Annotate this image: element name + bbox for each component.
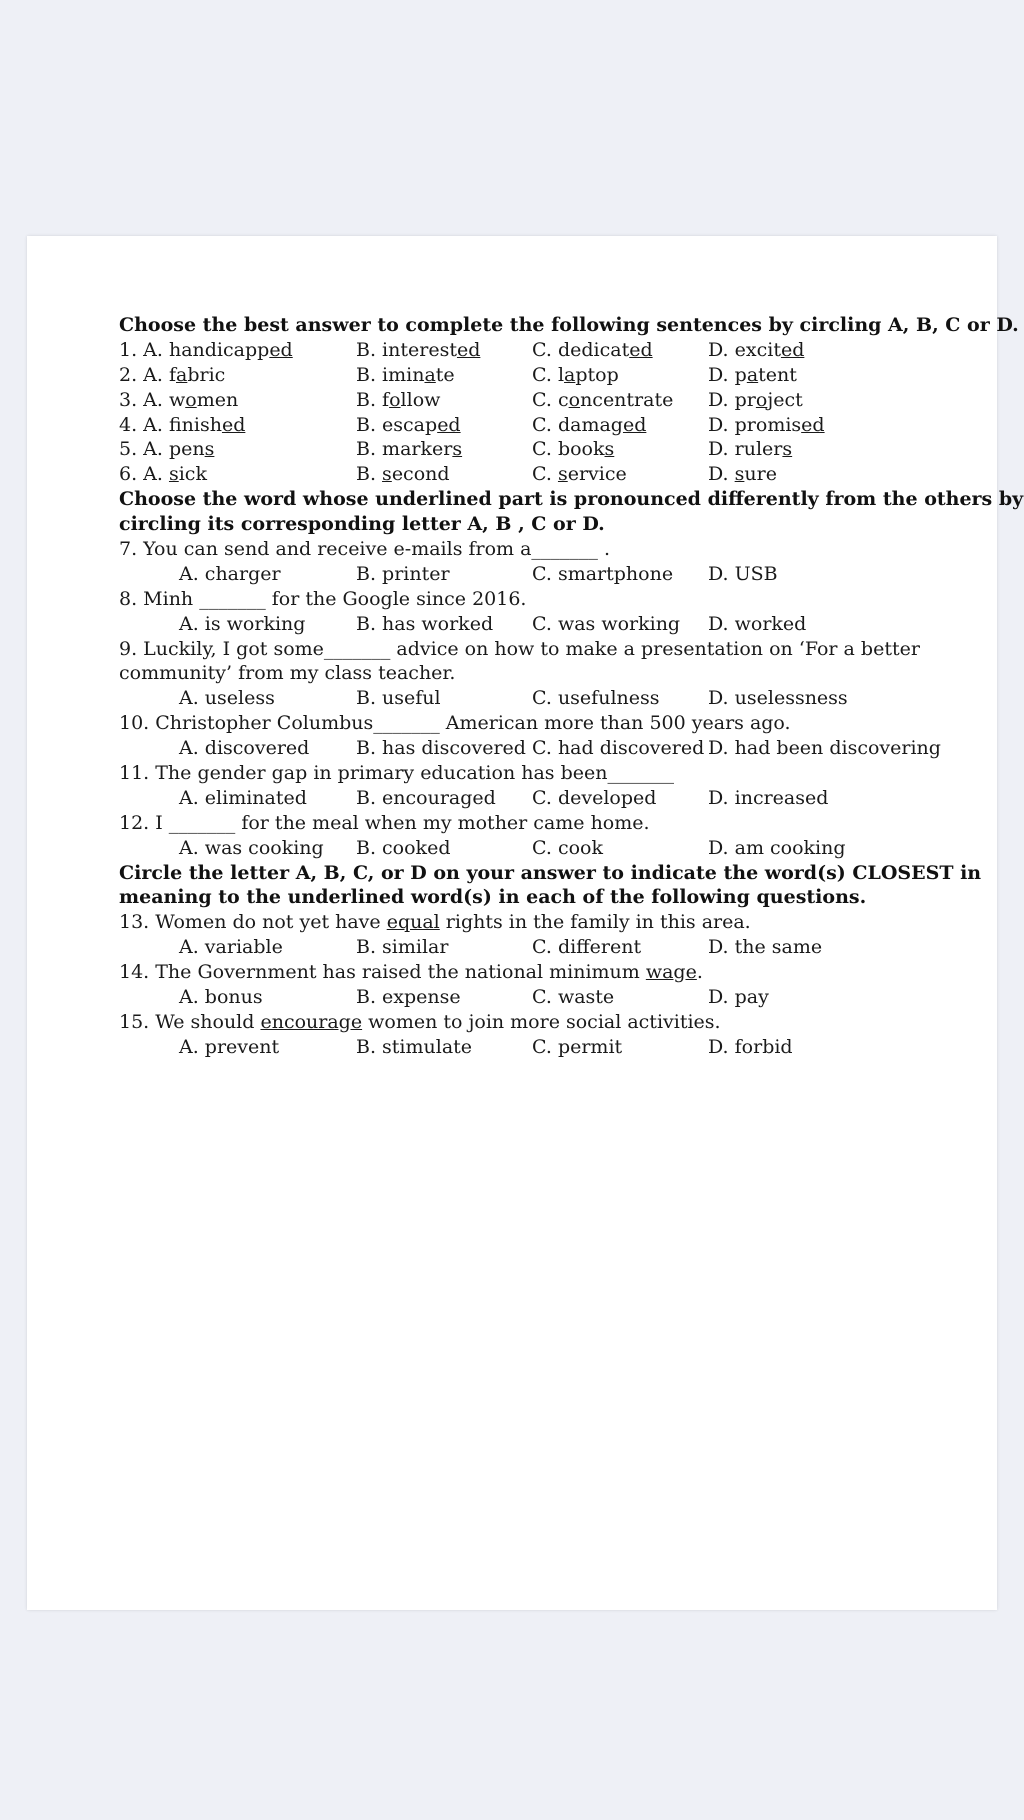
option-c[interactable]: C. developed bbox=[532, 786, 657, 809]
option-b[interactable]: B. similar bbox=[356, 936, 449, 959]
section3-heading-line2: meaning to the underlined word(s) in each of the following questions. bbox=[119, 886, 867, 909]
option-a[interactable]: 5. A. pens bbox=[119, 438, 215, 461]
option-b[interactable]: B. interested bbox=[356, 338, 481, 361]
question-11-options bbox=[119, 786, 989, 811]
option-b[interactable]: B. stimulate bbox=[356, 1035, 473, 1058]
option-b[interactable]: B. cooked bbox=[356, 836, 451, 859]
option-d[interactable]: D. project bbox=[708, 388, 803, 411]
option-d[interactable]: D. worked bbox=[708, 612, 807, 635]
question-row-5 bbox=[119, 437, 989, 462]
option-a[interactable]: A. was cooking bbox=[179, 836, 324, 859]
option-a[interactable]: A. eliminated bbox=[179, 786, 307, 809]
option-d[interactable]: D. excited bbox=[708, 338, 805, 361]
section3-heading-line1: Circle the letter A, B, C, or D on your answer to indicate the word(s) CLOSEST in bbox=[119, 861, 982, 884]
option-c[interactable]: C. permit bbox=[532, 1035, 623, 1058]
option-c[interactable]: C. different bbox=[532, 936, 642, 959]
question-10-options bbox=[119, 736, 989, 761]
option-a[interactable]: 6. A. sick bbox=[119, 463, 207, 486]
option-a[interactable]: A. variable bbox=[179, 936, 283, 959]
option-d[interactable]: D. increased bbox=[708, 786, 829, 809]
question-8-stem: 8. Minh _______ for the Google since 2016. bbox=[119, 587, 527, 610]
underlined-word: encourage bbox=[260, 1010, 363, 1033]
underlined-word: wage bbox=[645, 961, 697, 984]
section2-heading-line1: Choose the word whose underlined part is pronounced differently from the others by bbox=[119, 488, 1024, 511]
option-c[interactable]: C. laptop bbox=[532, 363, 619, 386]
question-15-stem: 15. We should encourage women to join more social activities. bbox=[119, 1010, 721, 1033]
option-a[interactable]: A. is working bbox=[179, 612, 306, 635]
question-11-stem: 11. The gender gap in primary education has been_______ bbox=[119, 762, 674, 785]
option-b[interactable]: B. expense bbox=[356, 986, 461, 1009]
option-c[interactable]: C. service bbox=[532, 463, 627, 486]
question-9-stem-cont: community’ from my class teacher. bbox=[119, 662, 456, 685]
option-c[interactable]: C. cook bbox=[532, 836, 603, 859]
option-c[interactable]: C. was working bbox=[532, 612, 681, 635]
question-row-1 bbox=[119, 338, 989, 363]
option-a[interactable]: 4. A. finished bbox=[119, 413, 246, 436]
option-a[interactable]: A. discovered bbox=[179, 737, 310, 760]
question-row-6 bbox=[119, 462, 989, 487]
option-d[interactable]: D. promised bbox=[708, 413, 825, 436]
option-d[interactable]: D. USB bbox=[708, 562, 778, 585]
option-c[interactable]: C. concentrate bbox=[532, 388, 674, 411]
option-d[interactable]: D. pay bbox=[708, 986, 769, 1009]
option-c[interactable]: C. smartphone bbox=[532, 562, 674, 585]
question-8-options bbox=[119, 612, 989, 637]
option-b[interactable]: B. has discovered bbox=[356, 737, 526, 760]
option-d[interactable]: D. sure bbox=[708, 463, 777, 486]
option-d[interactable]: D. rulers bbox=[708, 438, 793, 461]
question-7-options bbox=[119, 562, 989, 587]
option-b[interactable]: B. iminate bbox=[356, 363, 455, 386]
option-d[interactable]: D. am cooking bbox=[708, 836, 846, 859]
option-c[interactable]: C. usefulness bbox=[532, 687, 660, 710]
question-9-stem: 9. Luckily, I got some_______ advice on how to make a presentation on ‘For a better bbox=[119, 637, 920, 660]
option-d[interactable]: D. the same bbox=[708, 936, 823, 959]
option-b[interactable]: B. markers bbox=[356, 438, 463, 461]
option-c[interactable]: C. books bbox=[532, 438, 615, 461]
question-9-options bbox=[119, 686, 989, 711]
option-c[interactable]: C. dedicated bbox=[532, 338, 653, 361]
option-b[interactable]: B. follow bbox=[356, 388, 441, 411]
option-b[interactable]: B. second bbox=[356, 463, 450, 486]
question-10-stem: 10. Christopher Columbus_______ American more than 500 years ago. bbox=[119, 712, 791, 735]
option-d[interactable]: D. patent bbox=[708, 363, 797, 386]
question-row-3 bbox=[119, 388, 989, 413]
option-d[interactable]: D. uselessness bbox=[708, 687, 848, 710]
question-13-options bbox=[119, 935, 989, 960]
option-a[interactable]: 3. A. women bbox=[119, 388, 239, 411]
option-a[interactable]: A. prevent bbox=[179, 1035, 280, 1058]
option-c[interactable]: C. waste bbox=[532, 986, 615, 1009]
question-14-options bbox=[119, 985, 989, 1010]
worksheet-content bbox=[119, 313, 1024, 1060]
underlined-word: equal bbox=[386, 911, 440, 934]
option-c[interactable]: C. had discovered bbox=[532, 737, 705, 760]
option-b[interactable]: B. useful bbox=[356, 687, 441, 710]
option-b[interactable]: B. has worked bbox=[356, 612, 494, 635]
question-15-options bbox=[119, 1035, 989, 1060]
option-c[interactable]: C. damaged bbox=[532, 413, 647, 436]
option-a[interactable]: 1. A. handicapped bbox=[119, 338, 293, 361]
section2-heading-line2: circling its corresponding letter A, B , C or D. bbox=[119, 513, 605, 536]
option-a[interactable]: A. bonus bbox=[179, 986, 263, 1009]
question-13-stem: 13. Women do not yet have equal rights in the family in this area. bbox=[119, 911, 751, 934]
question-14-stem: 14. The Government has raised the national minimum wage. bbox=[119, 961, 703, 984]
option-b[interactable]: B. encouraged bbox=[356, 786, 496, 809]
option-a[interactable]: A. useless bbox=[179, 687, 275, 710]
question-row-2 bbox=[119, 363, 989, 388]
option-b[interactable]: B. printer bbox=[356, 562, 450, 585]
question-12-stem: 12. I _______ for the meal when my mother came home. bbox=[119, 811, 650, 834]
option-b[interactable]: B. escaped bbox=[356, 413, 461, 436]
worksheet-page bbox=[27, 236, 1024, 1610]
option-d[interactable]: D. forbid bbox=[708, 1035, 793, 1058]
option-a[interactable]: A. charger bbox=[179, 562, 281, 585]
option-a[interactable]: 2. A. fabric bbox=[119, 363, 226, 386]
question-row-4 bbox=[119, 413, 989, 438]
question-12-options bbox=[119, 836, 989, 861]
option-d[interactable]: D. had been discovering bbox=[708, 737, 941, 760]
section1-heading: Choose the best answer to complete the following sentences by circling A, B, C or D. bbox=[119, 314, 1019, 336]
question-7-stem: 7. You can send and receive e-mails from a_______ . bbox=[119, 538, 610, 561]
